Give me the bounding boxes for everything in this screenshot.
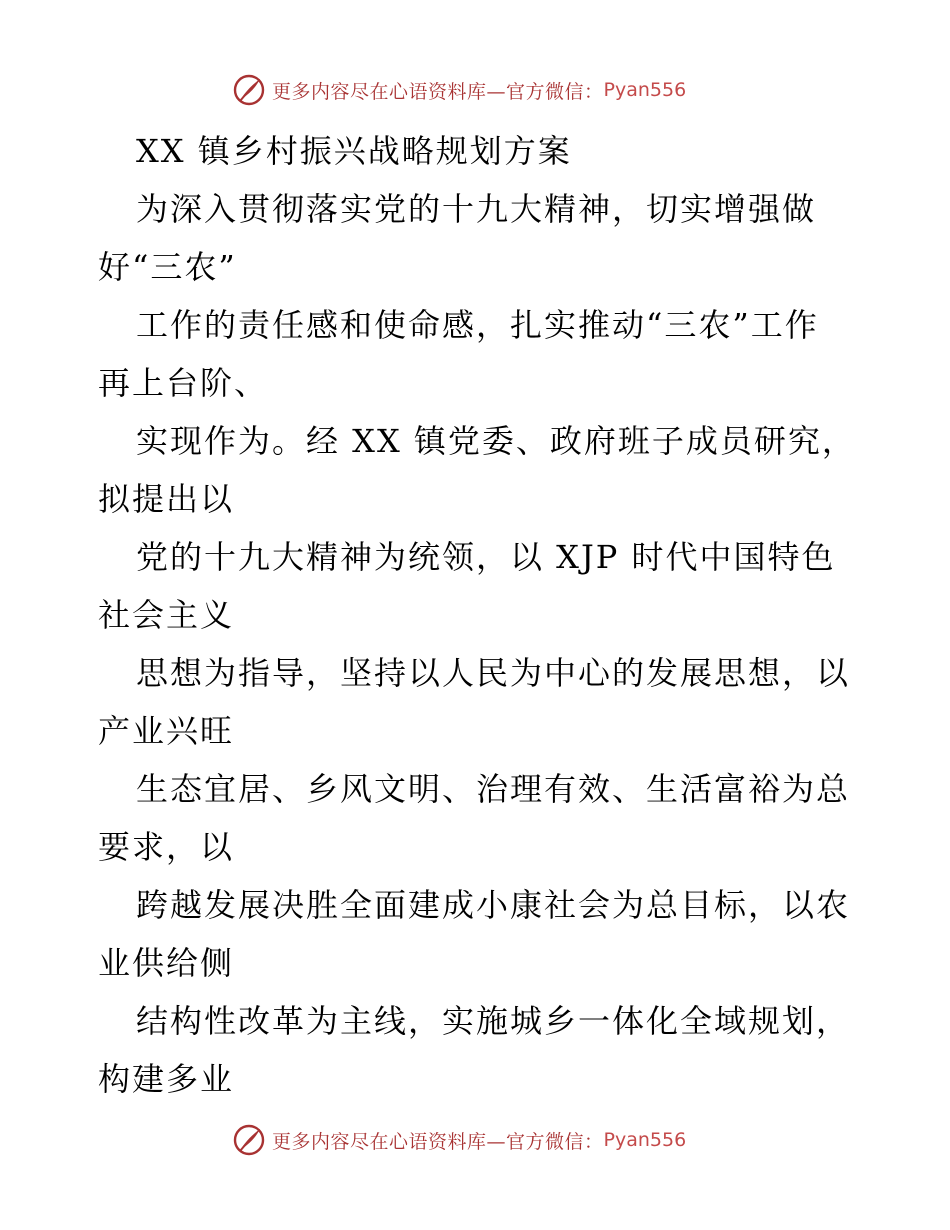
paragraph-line: 拟提出以 (98, 480, 235, 518)
footer-watermark (232, 1120, 686, 1160)
paragraph-line: 工作的责任感和使命感，扎实推动“三农”工作 (136, 306, 819, 344)
paragraph-line: 党的十九大精神为统领，以 XJP 时代中国特色 (136, 538, 836, 576)
paragraph-line: 为深入贯彻落实党的十九大精神，切实增强做 (136, 190, 817, 228)
paragraph-line: 生态宜居、乡风文明、治理有效、生活富裕为总 (136, 770, 851, 808)
watermark-text: 更多内容尽在心语资料库—官方微信： (272, 1130, 604, 1153)
header-watermark (232, 70, 686, 110)
watermark-contact: Pyan556 (603, 79, 687, 101)
paragraph-line: 业供给侧 (98, 944, 235, 982)
watermark-contact: Pyan556 (603, 1129, 687, 1151)
paragraph-line: 构建多业 (98, 1060, 235, 1098)
paragraph-line: 实现作为。经 XX 镇党委、政府班子成员研究， (136, 422, 856, 460)
document-title: XX 镇乡村振兴战略规划方案 (136, 132, 572, 170)
watermark-text: 更多内容尽在心语资料库—官方微信： (272, 80, 604, 103)
paragraph-line: 社会主义 (98, 596, 235, 634)
feather-pen-circle-icon (232, 1123, 266, 1157)
document-body (98, 122, 858, 1108)
paragraph-line: 跨越发展决胜全面建成小康社会为总目标，以农 (136, 886, 851, 924)
paragraph-line: 好“三农” (98, 248, 237, 286)
paragraph-line: 结构性改革为主线，实施城乡一体化全域规划， (136, 1002, 851, 1040)
paragraph-line: 再上台阶、 (98, 364, 269, 402)
paragraph-line: 产业兴旺 (98, 712, 235, 750)
feather-pen-circle-icon (232, 73, 266, 107)
paragraph-line: 思想为指导，坚持以人民为中心的发展思想，以 (136, 654, 851, 692)
paragraph-line: 要求，以 (98, 828, 235, 866)
